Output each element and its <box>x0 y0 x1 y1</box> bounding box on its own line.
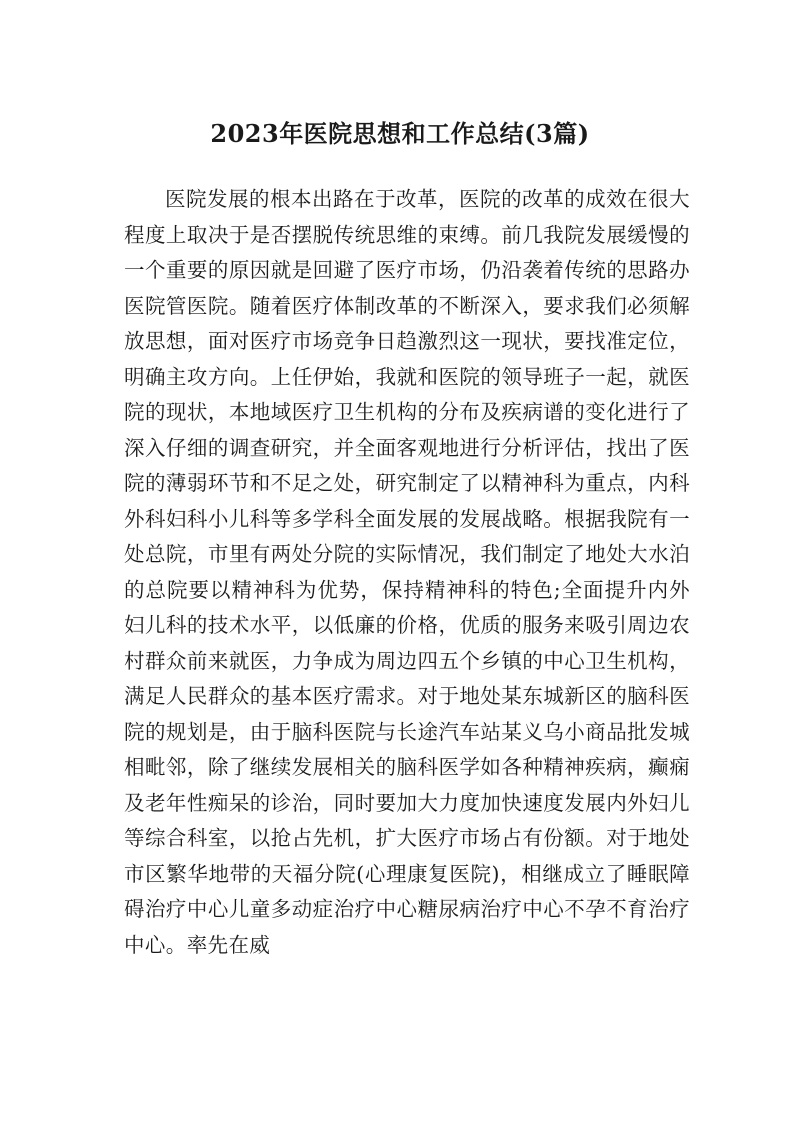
document-title: 2023年医院思想和工作总结(3篇) <box>210 119 590 149</box>
body-paragraph: 医院发展的根本出路在于改革，医院的改革的成效在很大程度上取决于是否摆脱传统思维的束缚。前几我院发展缓慢的一个重要的原因就是回避了医疗市场，仍沿袭着传统的思路办医院管医院。随着医疗体制改革的不断深入，要求我们必须解放思想，面对医疗市场竞争日趋激烈这一现状，要找准定位，明确主攻方向。上任伊始，我就和医院的领导班子一起，就医院的现状，本地域医疗卫生机构的分布及疾病谱的变化进行了深入仔细的调查研究，并全面客观地进行分析评估，找出了医院的薄弱环节和不足之处，研究制定了以精神科为重点，内科外科妇科小儿科等多学科全面发展的发展战略。根据我院有一处总院，市里有两处分院的实际情况，我们制定了地处大水泊的总院要以精神科为优势，保持精神科的特色;全面提升内外妇儿科的技术水平，以低廉的价格，优质的服务来吸引周边农村群众前来就医，力争成为周边四五个乡镇的中心卫生机构，满足人民群众的基本医疗需求。对于地处某东城新区的脑科医院的规划是，由于脑科医院与长途汽车站某义乌小商品批发城相毗邻，除了继续发展相关的脑科医学如各种精神疾病，癫痫及老年性痴呆的诊治，同时要加大力度加快速度发展内外妇儿等综合科室，以抢占先机，扩大医疗市场占有份额。对于地处市区繁华地带的天福分院(心理康复医院)，相继成立了睡眠障碍治疗中心儿童多动症治疗中心糖尿病治疗中心不孕不育治疗中心。率先在威 <box>124 187 690 957</box>
